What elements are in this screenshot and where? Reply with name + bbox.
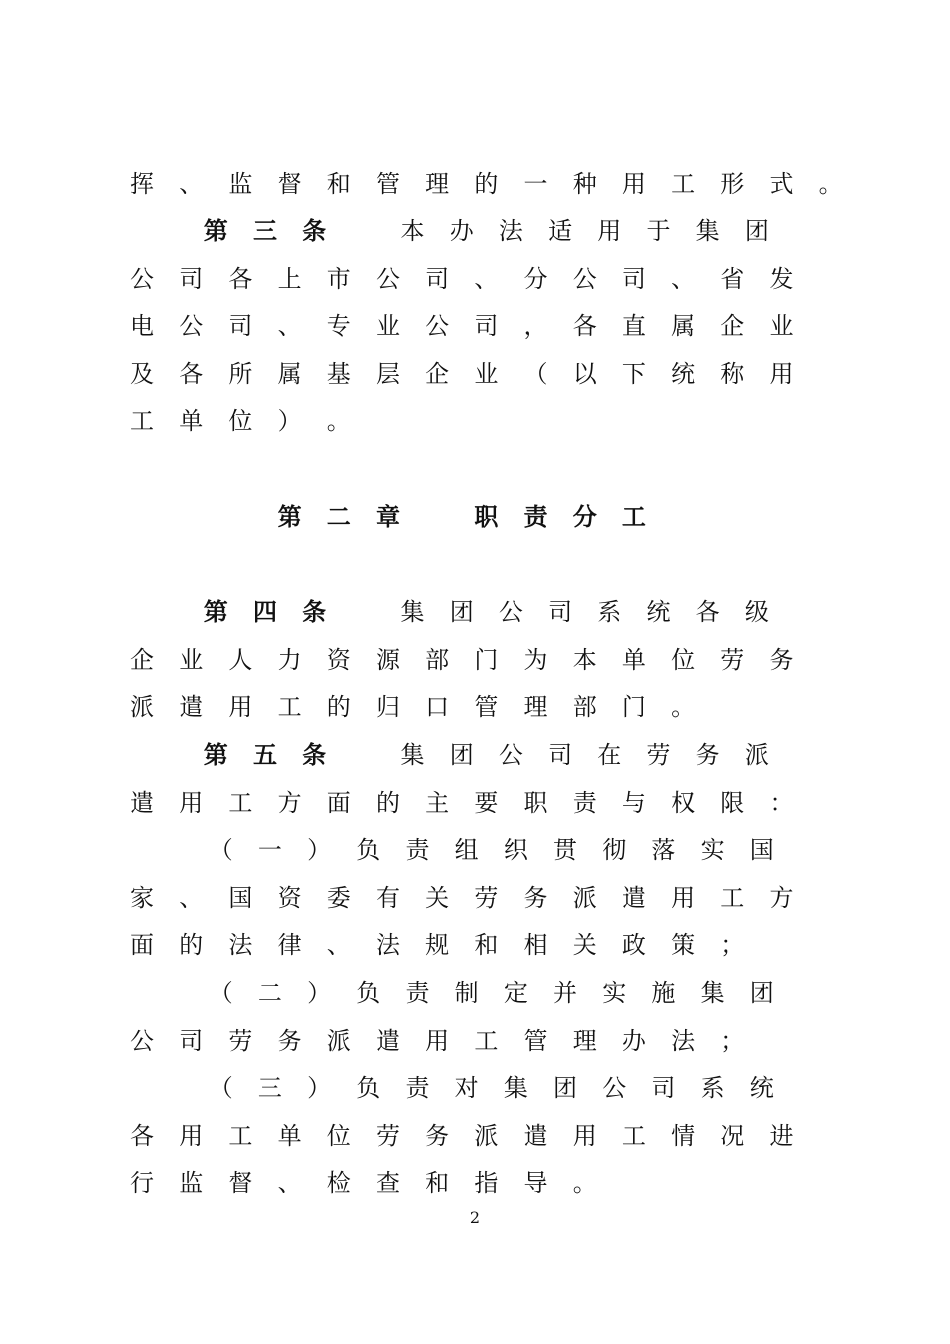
body-text: 电 公 司 、 专 业 公 司 ， 各 直 属 企 业: [130, 312, 794, 340]
body-text: 及 各 所 属 基 层 企 业 （ 以 下 统 称 用: [130, 360, 794, 388]
heading-text: 第 四 条: [203, 598, 327, 626]
text-line: [130, 735, 950, 775]
text-line: [130, 592, 950, 632]
text-line: [130, 783, 930, 823]
heading-text: 第 二 章 职 责 分 工: [277, 503, 646, 531]
body-text: 行 监 督 、 检 查 和 指 导 。: [130, 1169, 597, 1197]
text-line: [130, 687, 930, 727]
text-line: [130, 830, 950, 870]
text-line: [130, 878, 930, 918]
text-line: [130, 1021, 930, 1061]
text-line: [130, 497, 950, 537]
body-text: 派 遣 用 工 的 归 口 管 理 部 门 。: [130, 693, 696, 721]
text-line: [130, 401, 930, 441]
body-text: 。: [818, 170, 843, 198]
body-text: 家 、 国 资 委 有 关 劳 务 派 遣 用 工 方: [130, 884, 794, 912]
text-line: [130, 1116, 930, 1156]
body-text: 面 的 法 律 、 法 规 和 相 关 政 策 ；: [130, 931, 745, 959]
text-line: [130, 164, 930, 204]
body-text: 企 业 人 力 资 源 部 门 为 本 单 位 劳 务: [130, 646, 794, 674]
text-line: [130, 925, 930, 965]
body-text: （ 一 ） 负 责 组 织 贯 彻 落 实 国: [208, 836, 774, 864]
text-line: [130, 973, 950, 1013]
page-number: 2: [469, 1208, 481, 1227]
text-line: [130, 354, 930, 394]
text-line: [130, 640, 930, 680]
body-text: 挥 、 监 督 和 管 理 的 一 种 用 工 形 式: [130, 170, 794, 198]
body-text: 遣 用 工 方 面 的 主 要 职 责 与 权 限 ：: [130, 789, 794, 817]
text-line: [130, 306, 930, 346]
heading-text: 第 三 条: [203, 217, 327, 245]
body-text: 集 团 公 司 在 劳 务 派: [400, 741, 769, 769]
text-line: [130, 259, 930, 299]
text-line: [130, 211, 950, 251]
body-text: 集 团 公 司 系 统 各 级: [400, 598, 769, 626]
body-text: 各 用 工 单 位 劳 务 派 遣 用 工 情 况 进: [130, 1122, 794, 1150]
body-text: 本 办 法 适 用 于 集 团: [400, 217, 769, 245]
body-text: 工 单 位 ） 。: [130, 407, 351, 435]
body-text: （ 三 ） 负 责 对 集 团 公 司 系 统: [208, 1074, 774, 1102]
body-text: 公 司 劳 务 派 遣 用 工 管 理 办 法 ；: [130, 1027, 745, 1055]
body-text: 公 司 各 上 市 公 司 、 分 公 司 、 省 发: [130, 265, 794, 293]
text-line: [130, 1068, 950, 1108]
body-text: （ 二 ） 负 责 制 定 并 实 施 集 团: [208, 979, 774, 1007]
text-line: [130, 1163, 930, 1203]
heading-text: 第 五 条: [203, 741, 327, 769]
